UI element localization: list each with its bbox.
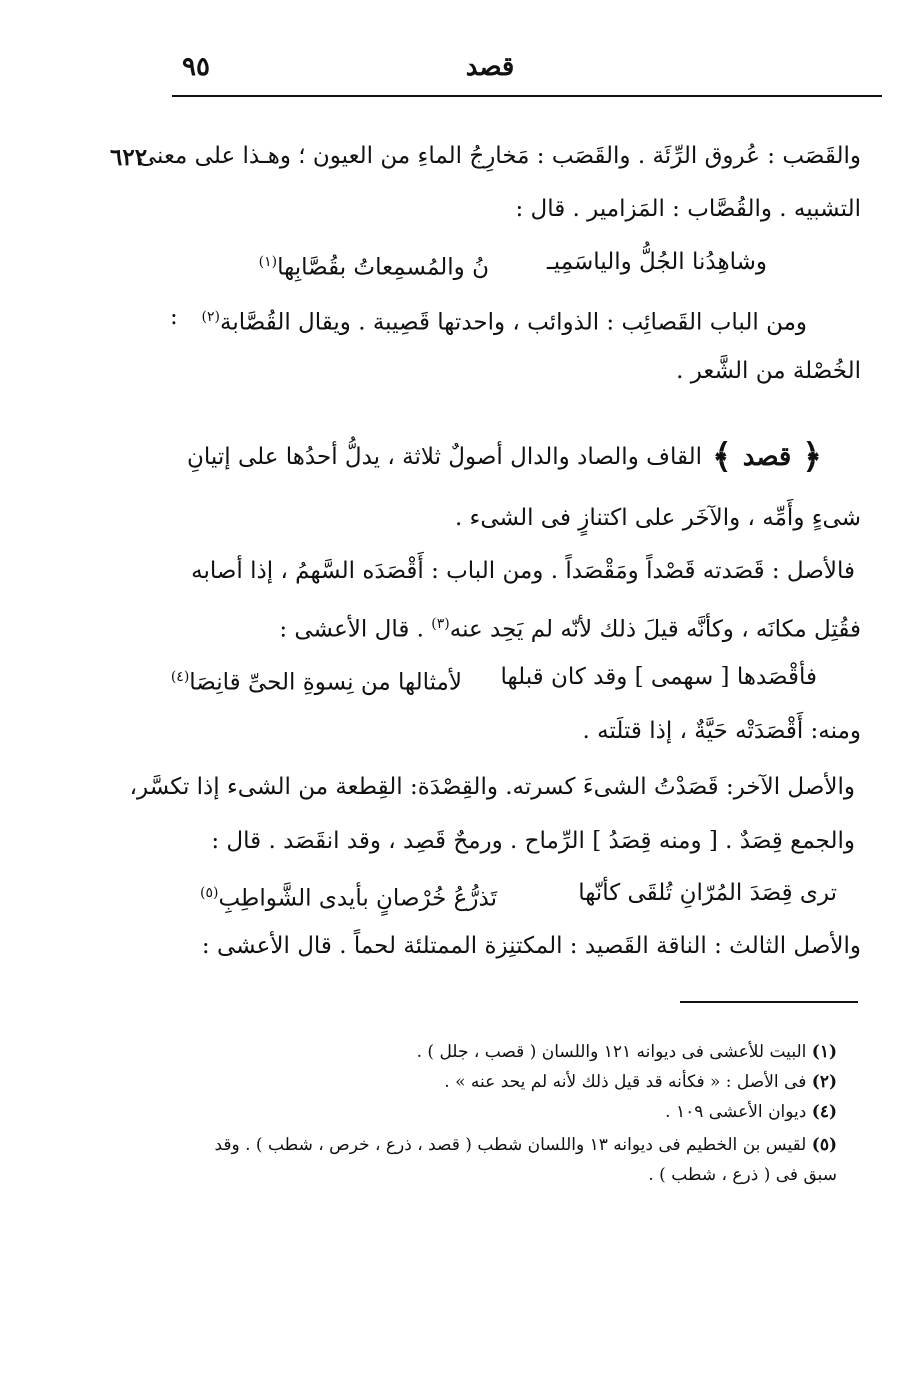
body-line-6: شىءٍ وأَمِّه ، والآخَر على اكتنازٍ فى الشىء . xyxy=(454,505,861,531)
verse-3-second-text: تَذرُّعُ خُرْصانٍ بأيدى الشَّواطِبِ xyxy=(218,885,497,912)
footnote-5-continuation: سبق فى ( ذرع ، شطب ) . xyxy=(648,1165,837,1185)
body-line-7: فالأصل : قَصَدته قَصْداً ومَقْصَداً . ومن الباب : أَقْصَدَه السَّهمُ ، إذا أصابه xyxy=(191,558,855,584)
verse-2-second-text: لأمثالها من نِسوةِ الحىِّ قانِصَا xyxy=(189,669,462,696)
verse-1-second-hemistich xyxy=(258,247,489,283)
footnote-4-number: (٤) xyxy=(811,1102,837,1122)
margin-section-number: ٦٢٢ xyxy=(110,144,148,171)
body-line-2: التشبيه . والقُصَّاب : المَزامير . قال : xyxy=(515,196,861,222)
footnote-5 xyxy=(117,1133,837,1157)
entry-bracket-left: ﴾ xyxy=(712,437,732,477)
footnote-ref-4: (٤) xyxy=(170,669,190,685)
footnote-4-text: ديوان الأعشى ١٠٩ . xyxy=(665,1102,807,1122)
body-line-8 xyxy=(161,609,861,645)
body-line-4: الخُصْلة من الشَّعر . xyxy=(676,358,861,384)
verse-1-first-hemistich: وشاهِدُنا الجُلُّ والياسَمِيـ xyxy=(547,249,767,275)
body-line-9: ومنه: أَقْصَدَتْه حَيَّةٌ ، إذا قتلَته . xyxy=(582,718,861,744)
body-line-8-end: . قال الأعشى : xyxy=(279,616,424,643)
entry-word: قصد xyxy=(742,442,792,472)
verse-3-first-hemistich: ترى قِصَدَ المُرّانِ تُلقَى كأنّها xyxy=(578,880,837,906)
footnote-1-text: البيت للأعشى فى ديوانه ١٢١ واللسان ( قصب ، جلل ) . xyxy=(416,1042,807,1062)
footnote-ref-1: (١) xyxy=(258,254,278,270)
page-number: ٩٥ xyxy=(182,52,210,82)
footnote-ref-3: (٣) xyxy=(431,616,450,632)
body-line-3-text: ومن الباب القَصائِب : الذوائب ، واحدتها قَصِيبة . ويقال القُصَّابة xyxy=(220,309,807,336)
footnote-1 xyxy=(137,1040,837,1064)
verse-1-second-text: نُ والمُسمِعاتُ بقُصَّابِها xyxy=(277,254,489,281)
verse-2-first-hemistich: فأقْصَدها [ سهمى ] وقد كان قبلها xyxy=(500,664,817,690)
body-line-10: والأصل الآخر: قَصَدْتُ الشىءَ كسرته. والقِصْدَة: القِطعة من الشىء إذا تكسَّر، xyxy=(129,774,855,800)
footnote-2 xyxy=(137,1070,837,1094)
body-line-11: والجمع قِصَدٌ . [ ومنه قِصَدُ ] الرِّماح . ورمحٌ قَصِد ، وقد انقَصَد . قال : xyxy=(211,828,855,854)
footnote-ref-2: (٢) xyxy=(201,309,221,325)
footnote-2-text: فى الأصل : « فكأنه قد قيل ذلك لأنه لم يحد عنه » . xyxy=(444,1072,807,1092)
verse-2-second-hemistich xyxy=(132,662,462,698)
body-line-1: والقَصَب : عُروق الرِّئَة . والقَصَب : مَخارِجُ الماءِ من العيون ؛ وهـذا على معنى xyxy=(137,143,861,169)
footnote-4 xyxy=(137,1100,837,1124)
body-line-3-colon: : xyxy=(170,304,178,330)
running-head-word: قصد xyxy=(465,52,515,82)
footnote-2-number: (٢) xyxy=(811,1072,837,1092)
footnote-5-number: (٥) xyxy=(811,1135,837,1155)
entry-heading xyxy=(712,437,822,477)
header-rule xyxy=(172,95,882,97)
footnote-ref-5: (٥) xyxy=(199,885,219,901)
body-line-8-text: فقُتِل مكانَه ، وكأنَّه قيلَ ذلك لأنّه لم يَحِد عنه xyxy=(449,616,861,643)
body-line-12: والأصل الثالث : الناقة القَصيد : المكتنِزة الممتلئة لحماً . قال الأعشى : xyxy=(201,933,861,959)
entry-bracket-right: ﴿ xyxy=(802,437,822,477)
body-line-3 xyxy=(157,302,807,338)
footnote-5-text: لقيس بن الخطيم فى ديوانه ١٣ واللسان شطب ( قصد ، ذرع ، خرص ، شطب ) . وقد xyxy=(214,1135,807,1155)
footnote-1-number: (١) xyxy=(811,1042,837,1062)
body-line-5: القاف والصاد والدال أصولٌ ثلاثة ، يدلُّ أحدُها على إتيانِ xyxy=(187,444,702,470)
footnote-separator xyxy=(680,1001,858,1003)
verse-3-second-hemistich xyxy=(167,878,497,914)
